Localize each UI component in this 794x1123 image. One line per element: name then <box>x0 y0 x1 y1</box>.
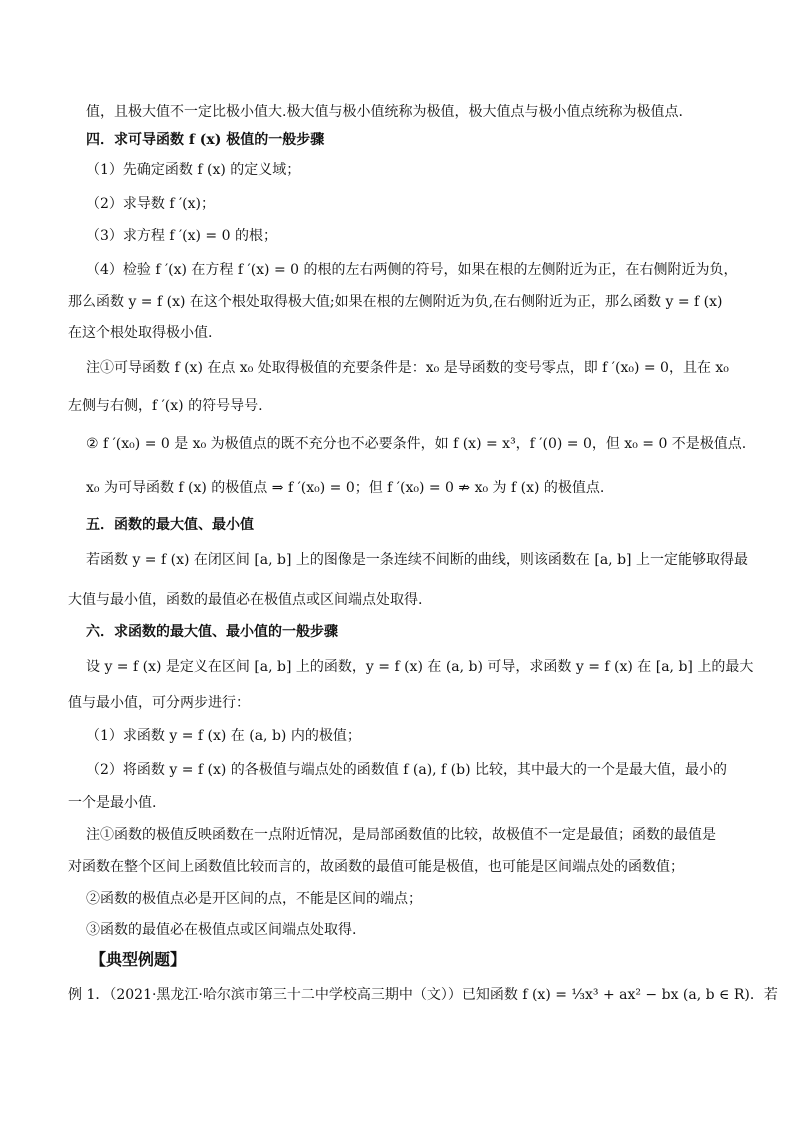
step-4-line-2: 那么函数 y = f (x) 在这个根处取得极大值;如果在根的左侧附近为负,在右侧附近为正，那么函数 y = f (x) <box>68 294 723 310</box>
section-heading-5: 五．函数的最大值、最小值 <box>86 517 254 533</box>
note-1-line-1: 注①可导函数 f (x) 在点 x₀ 处取得极值的充要条件是：x₀ 是导函数的变号零点，即 f ′(x₀) = 0，且在 x₀ <box>86 360 729 376</box>
note-1-line-2: 左侧与右侧，f ′(x) 的符号导号. <box>68 398 263 414</box>
section-6-step-2-line-2: 一个是最小值. <box>68 795 157 811</box>
section-heading-4: 四．求可导函数 f (x) 极值的一般步骤 <box>86 132 325 148</box>
note-3-line-2: 对函数在整个区间上函数值比较而言的，故函数的最值可能是极值，也可能是区间端点处的函数值； <box>68 859 684 875</box>
section-5-line-2: 大值与最小值，函数的最值必在极值点或区间端点处取得. <box>68 592 423 608</box>
section-6-step-1: （1）求函数 y = f (x) 在 (a, b) 内的极值； <box>86 728 361 744</box>
step-3: （3）求方程 f ′(x) = 0 的根； <box>86 228 277 244</box>
typical-examples-heading: 【典型例题】 <box>90 950 187 969</box>
note-3-line-4: ③函数的最值必在极值点或区间端点处取得. <box>86 922 357 938</box>
text-line-1: 值，且极大值不一定比极小值大.极大值与极小值统称为极值，极大值点与极小值点统称为极值点. <box>86 104 683 120</box>
section-6-step-2-line-1: （2）将函数 y = f (x) 的各极值与端点处的函数值 f (a), f (b) 比较，其中最大的一个是最大值，最小的 <box>86 762 728 778</box>
example-1-line-1: 例 1．（2021·黑龙江·哈尔滨市第三十二中学校高三期中（文））已知函数 f (x) = ⅓x³ + ax² − bx (a, b ∈ R)．若 <box>68 987 778 1003</box>
section-6-line-2: 值与最小值，可分两步进行： <box>68 695 250 711</box>
step-2: （2）求导数 f ′(x)； <box>86 196 215 212</box>
section-6-line-1: 设 y = f (x) 是定义在区间 [a, b] 上的函数，y = f (x) 在 (a, b) 可导，求函数 y = f (x) 在 [a, b] 上的最大 <box>86 659 754 675</box>
section-heading-6: 六．求函数的最大值、最小值的一般步骤 <box>86 624 338 640</box>
note-3-line-1: 注①函数的极值反映函数在一点附近情况，是局部函数值的比较，故极值不一定是最值；函数的最值是 <box>86 827 716 843</box>
note-3-line-3: ②函数的极值点必是开区间的点，不能是区间的端点； <box>86 891 422 907</box>
note-2-line-2: x₀ 为可导函数 f (x) 的极值点 ⇒ f ′(x₀) = 0；但 f ′(x₀) = 0 ⇏ x₀ 为 f (x) 的极值点. <box>86 480 605 496</box>
step-1: （1）先确定函数 f (x) 的定义域； <box>86 162 301 178</box>
section-5-line-1: 若函数 y = f (x) 在闭区间 [a, b] 上的图像是一条连续不间断的曲线，则该函数在 [a, b] 上一定能够取得最 <box>86 552 748 568</box>
step-4-line-3: 在这个根处取得极小值. <box>68 325 213 341</box>
note-2-line-1: ② f ′(x₀) = 0 是 x₀ 为极值点的既不充分也不必要条件，如 f (x) = x³，f ′(0) = 0，但 x₀ = 0 不是极值点. <box>86 436 747 452</box>
step-4-line-1: （4）检验 f ′(x) 在方程 f ′(x) = 0 的根的左右两侧的符号，如果在根的左侧附近为正，在右侧附近为负， <box>86 262 738 278</box>
